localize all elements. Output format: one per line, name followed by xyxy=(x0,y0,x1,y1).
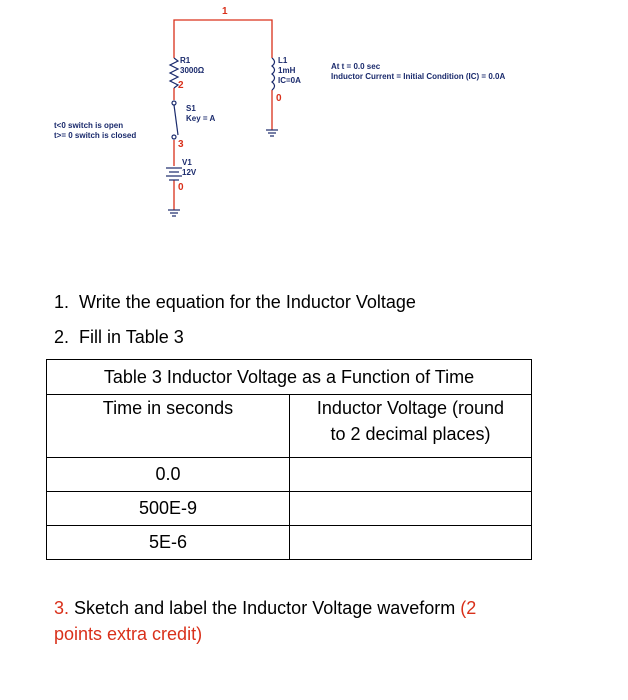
resistor-r1-symbol xyxy=(170,58,178,88)
question-2 xyxy=(54,327,184,348)
table-title: Table 3 Inductor Voltage as a Function of Time xyxy=(47,360,532,395)
header-inductor-voltage-line2: to 2 decimal places) xyxy=(330,424,491,444)
ground-symbol-l1 xyxy=(266,130,278,136)
table-row xyxy=(47,526,532,560)
top-wire xyxy=(174,20,272,58)
ground-symbol-v1 xyxy=(168,210,180,216)
initial-current-note: Inductor Current = Initial Condition (IC) = 0.0A xyxy=(331,72,506,81)
node-label-2: 2 xyxy=(178,80,184,91)
inductor-l1-symbol xyxy=(272,58,275,90)
l1-initial-condition: IC=0A xyxy=(278,76,301,85)
question-3 xyxy=(54,598,476,619)
battery-v1-symbol xyxy=(166,168,182,180)
question-3-number: 3. xyxy=(54,598,70,618)
time-cell: 500E-9 xyxy=(47,492,290,526)
time-cell: 5E-6 xyxy=(47,526,290,560)
table-row xyxy=(47,458,532,492)
table-header-row xyxy=(47,395,532,458)
l1-value: 1mH xyxy=(278,66,296,75)
switch-note-closed: t>= 0 switch is closed xyxy=(54,131,137,140)
voltage-cell[interactable] xyxy=(290,492,532,526)
v1-name: V1 xyxy=(182,158,192,167)
v1-value: 12V xyxy=(182,168,197,177)
s1-key: Key = A xyxy=(186,114,216,123)
question-3-extra-credit: (2 xyxy=(460,598,477,618)
table-title-row xyxy=(47,360,532,395)
question-1 xyxy=(54,292,416,313)
question-1-number: 1. xyxy=(54,292,70,312)
header-time: Time in seconds xyxy=(47,395,290,458)
r1-name: R1 xyxy=(180,56,191,65)
voltage-cell[interactable] xyxy=(290,458,532,492)
r1-value: 3000Ω xyxy=(180,66,205,75)
question-1-text: Write the equation for the Inductor Voltage xyxy=(79,292,416,312)
node-label-1: 1 xyxy=(222,6,228,17)
switch-note-open: t<0 switch is open xyxy=(54,121,124,130)
header-inductor-voltage-line1: Inductor Voltage (round xyxy=(316,398,505,418)
switch-s1-symbol xyxy=(172,101,178,139)
question-2-number: 2. xyxy=(54,327,70,347)
l1-name: L1 xyxy=(278,56,288,65)
question-3-text: Sketch and label the Inductor Voltage waveform xyxy=(74,598,456,618)
table-row xyxy=(47,492,532,526)
initial-time-note: At t = 0.0 sec xyxy=(331,62,381,71)
voltage-cell[interactable] xyxy=(290,526,532,560)
s1-name: S1 xyxy=(186,104,196,113)
time-cell: 0.0 xyxy=(47,458,290,492)
question-3-extra-credit-line2: points extra credit) xyxy=(54,624,203,644)
node-label-0-l1: 0 xyxy=(276,93,282,104)
node-label-3: 3 xyxy=(178,139,184,150)
header-inductor-voltage xyxy=(290,395,532,458)
table-3 xyxy=(46,359,532,560)
question-2-text: Fill in Table 3 xyxy=(79,327,184,347)
node-label-0-v1: 0 xyxy=(178,182,184,193)
